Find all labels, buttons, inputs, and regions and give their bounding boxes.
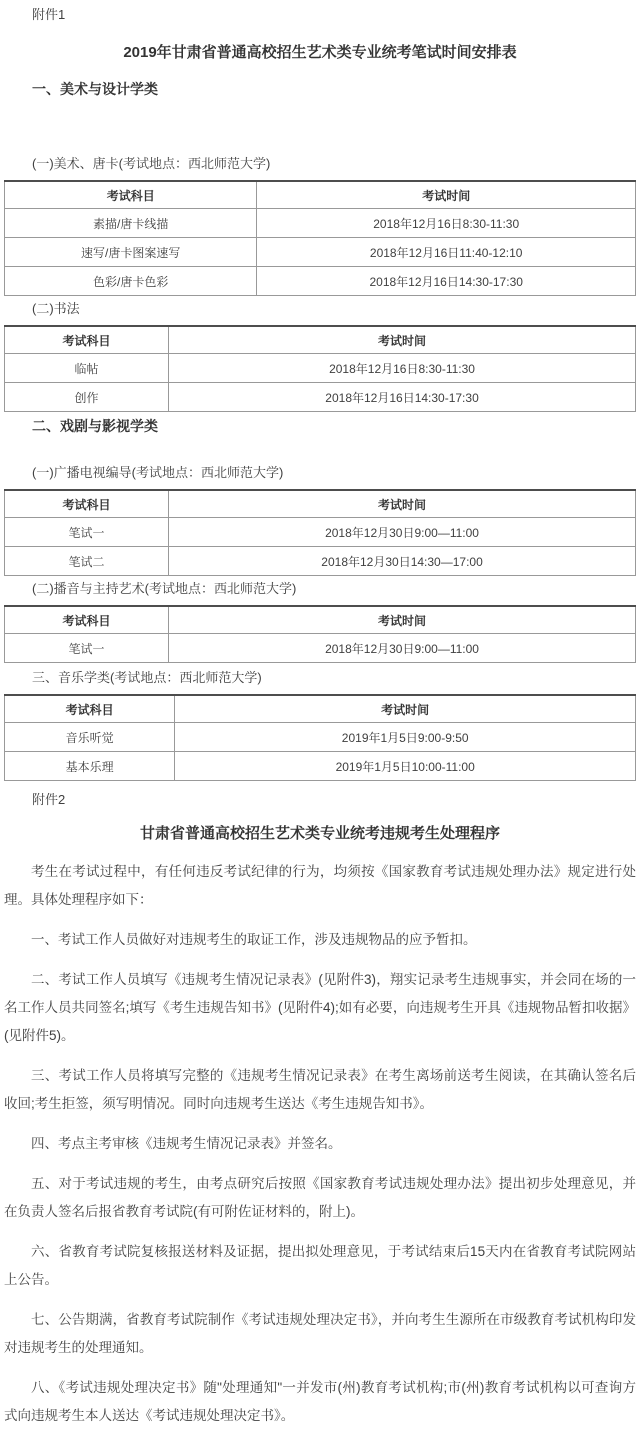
time-header-cell: 考试时间 <box>169 326 636 354</box>
attachment1-label: 附件1 <box>32 7 66 22</box>
exam-table-broadcast <box>4 489 636 576</box>
time-cell: 2018年12月16日11:40-12:10 <box>257 238 636 267</box>
time-cell: 2018年12月30日14:30—17:00 <box>169 547 636 576</box>
subject-cell: 笔试二 <box>5 547 169 576</box>
table-row <box>5 634 636 663</box>
time-cell: 2018年12月30日9:00—11:00 <box>169 518 636 547</box>
table-row <box>5 547 636 576</box>
subject-cell: 临帖 <box>5 354 169 383</box>
time-cell: 2018年12月16日8:30-11:30 <box>169 354 636 383</box>
table-header-row <box>5 695 636 723</box>
paragraph-step-3: 三、考试工作人员将填写完整的《违规考生情况记录表》在考生离场前送考生阅读，在其确认签名后收回;考生拒签，须写明情况。同时向违规考生送达《考生违规告知书》。 <box>4 1068 636 1111</box>
subject-cell: 音乐听觉 <box>5 723 175 752</box>
table-header-row <box>5 326 636 354</box>
table-header-row <box>5 181 636 209</box>
attachment2-label: 附件2 <box>32 792 66 807</box>
paragraph-step-8: 八、《考试违规处理决定书》随"处理通知"一并发市(州)教育考试机构;市(州)教育考试机构以可查询方式向违规考生本人送达《考试违规处理决定书》。 <box>4 1380 636 1423</box>
time-header-cell: 考试时间 <box>257 181 636 209</box>
subcategory-label-hosting: (二)播音与主持艺术(考试地点：西北师范大学) <box>32 581 297 596</box>
subject-cell: 笔试一 <box>5 634 169 663</box>
time-cell: 2019年1月5日10:00-11:00 <box>175 752 636 781</box>
category-heading-drama: 二、戏剧与影视学类 <box>32 418 158 434</box>
table-header-row <box>5 490 636 518</box>
paragraph-step-5: 五、对于考试违规的考生，由考点研究后按照《国家教育考试违规处理办法》提出初步处理意见，并在负责人签名后报省教育考试院(有可附佐证材料的，附上)。 <box>4 1176 636 1219</box>
subject-cell: 色彩/唐卡色彩 <box>5 267 257 296</box>
paragraph-step-2: 二、考试工作人员填写《违规考生情况记录表》(见附件3)，翔实记录考生违规事实，并会同在场的一名工作人员共同签名;填写《考生违规告知书》(见附件4);如有必要，向违规考生开具《违规物品暂扣收据》(见附件5)。 <box>4 972 636 1043</box>
table-header-row <box>5 606 636 634</box>
exam-table-art <box>4 180 636 296</box>
time-cell: 2018年12月16日8:30-11:30 <box>257 209 636 238</box>
time-header-cell: 考试时间 <box>175 695 636 723</box>
exam-table-hosting <box>4 605 636 663</box>
paragraph-step-6: 六、省教育考试院复核报送材料及证据，提出拟处理意见，于考试结束后15天内在省教育考试院网站上公告。 <box>4 1244 636 1287</box>
exam-table-calligraphy <box>4 325 636 412</box>
table-row <box>5 752 636 781</box>
paragraph-intro: 考生在考试过程中，有任何违反考试纪律的行为，均须按《国家教育考试违规处理办法》规定进行处理。具体处理程序如下： <box>4 864 636 907</box>
subject-cell: 创作 <box>5 383 169 412</box>
paragraph-step-7: 七、公告期满，省教育考试院制作《考试违规处理决定书》，并向考生生源所在市级教育考试机构印发对违规考生的处理通知。 <box>4 1312 636 1355</box>
subject-cell: 素描/唐卡线描 <box>5 209 257 238</box>
subcategory-label-art: (一)美术、唐卡(考试地点：西北师范大学) <box>32 156 271 171</box>
table-row <box>5 518 636 547</box>
subject-header-cell: 考试科目 <box>5 695 175 723</box>
table-row <box>5 723 636 752</box>
subject-header-cell: 考试科目 <box>5 490 169 518</box>
time-cell: 2019年1月5日9:00-9:50 <box>175 723 636 752</box>
time-cell: 2018年12月30日9:00—11:00 <box>169 634 636 663</box>
table-row <box>5 267 636 296</box>
time-header-cell: 考试时间 <box>169 606 636 634</box>
paragraph-step-4: 四、考点主考审核《违规考生情况记录表》并签名。 <box>31 1136 342 1151</box>
table-row <box>5 383 636 412</box>
subject-header-cell: 考试科目 <box>5 606 169 634</box>
category-heading-art: 一、美术与设计学类 <box>32 81 158 97</box>
subject-cell: 笔试一 <box>5 518 169 547</box>
table-row <box>5 238 636 267</box>
subject-header-cell: 考试科目 <box>5 181 257 209</box>
category-heading-music: 三、音乐学类(考试地点：西北师范大学) <box>32 670 262 685</box>
subject-header-cell: 考试科目 <box>5 326 169 354</box>
subject-cell: 速写/唐卡图案速写 <box>5 238 257 267</box>
time-header-cell: 考试时间 <box>169 490 636 518</box>
subcategory-label-broadcast: (一)广播电视编导(考试地点：西北师范大学) <box>32 465 284 480</box>
time-cell: 2018年12月16日14:30-17:30 <box>257 267 636 296</box>
paragraph-step-1: 一、考试工作人员做好对违规考生的取证工作，涉及违规物品的应予暂扣。 <box>31 932 477 947</box>
attachment1-title: 2019年甘肃省普通高校招生艺术类专业统考笔试时间安排表 <box>123 44 517 61</box>
time-cell: 2018年12月16日14:30-17:30 <box>169 383 636 412</box>
exam-table-music <box>4 694 636 781</box>
subject-cell: 基本乐理 <box>5 752 175 781</box>
table-row <box>5 209 636 238</box>
subcategory-label-calligraphy: (二)书法 <box>32 301 80 316</box>
table-row <box>5 354 636 383</box>
attachment2-title: 甘肃省普通高校招生艺术类专业统考违规考生处理程序 <box>139 825 500 842</box>
